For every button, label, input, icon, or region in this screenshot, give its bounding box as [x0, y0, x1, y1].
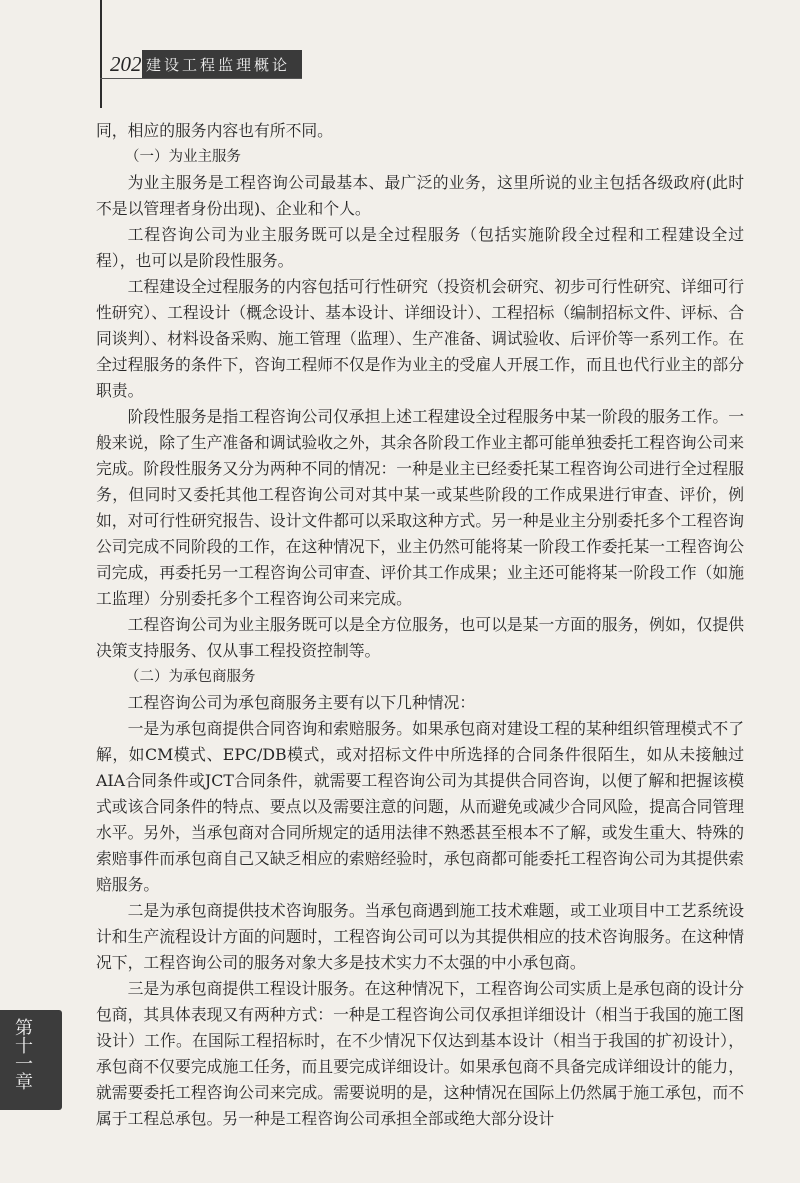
body-text — [96, 118, 744, 1132]
paragraph: 同，相应的服务内容也有所不同。 — [96, 121, 333, 140]
chapter-side-tab-label: 第十一章 — [12, 1018, 33, 1090]
section-heading: （二）为承包商服务 — [125, 669, 256, 685]
header-horizontal-rule — [100, 78, 302, 79]
page-number: 202 — [110, 52, 142, 76]
header-vertical-rule — [100, 0, 102, 108]
paragraph: 三是为承包商提供工程设计服务。在这种情况下，工程咨询公司实质上是承包商的设计分包商，其具体表现又有两种方式：一种是工程咨询公司仅承担详细设计（相当于我国的施工图设计）工作。在国际工程招标时，在不少情况下仅达到基本设计（相当于我国的扩初设计），承包商不仅要完成施工任务，而且要完成详细设计。如果承包商不具备完成详细设计的能力，就需要委托工程咨询公司来完成。需要说明的是，这种情况在国际上仍然属于施工承包，而不属于工程总承包。另一种是工程咨询公司承担全部或绝大部分设计 — [96, 979, 744, 1128]
paragraph: 二是为承包商提供技术咨询服务。当承包商遇到施工技术难题，或工业项目中工艺系统设计和生产流程设计方面的问题时，工程咨询公司可以为其提供相应的技术咨询服务。在这种情况下，工程咨询公司的服务对象大多是技术实力不太强的中小承包商。 — [96, 901, 744, 972]
running-header-title: 建设工程监理概论 — [146, 56, 291, 74]
paragraph: 一是为承包商提供合同咨询和索赔服务。如果承包商对建设工程的某种组织管理模式不了解，如CM模式、EPC/DB模式，或对招标文件中所选择的合同条件很陌生，如从未接触过AIA合同条件或JCT合同条件，就需要工程咨询公司为其提供合同咨询，以便了解和把握该模式或该合同条件的特点、要点以及需要注意的问题，从而避免或减少合同风险，提高合同管理水平。另外，当承包商对合同所规定的适用法律不熟悉甚至根本不了解，或发生重大、特殊的索赔事件而承包商自己又缺乏相应的索赔经验时，承包商都可能委托工程咨询公司为其提供索赔服务。 — [96, 719, 744, 894]
paragraph: 工程咨询公司为业主服务既可以是全过程服务（包括实施阶段全过程和工程建设全过程），也可以是阶段性服务。 — [96, 225, 744, 270]
paragraph: 为业主服务是工程咨询公司最基本、最广泛的业务，这里所说的业主包括各级政府(此时不是以管理者身份出现)、企业和个人。 — [96, 173, 744, 218]
paragraph: 工程咨询公司为业主服务既可以是全方位服务，也可以是某一方面的服务，例如，仅提供决策支持服务、仅从事工程投资控制等。 — [96, 615, 744, 660]
paragraph: 阶段性服务是指工程咨询公司仅承担上述工程建设全过程服务中某一阶段的服务工作。一般来说，除了生产准备和调试验收之外，其余各阶段工作业主都可能单独委托工程咨询公司来完成。阶段性服务又分为两种不同的情况：一种是业主已经委托某工程咨询公司进行全过程服务，但同时又委托其他工程咨询公司对其中某一或某些阶段的工作成果进行审查、评价，例如，对可行性研究报告、设计文件都可以采取这种方式。另一种是业主分别委托多个工程咨询公司完成不同阶段的工作，在这种情况下，业主仍然可能将某一阶段工作委托某一工程咨询公司完成，再委托另一工程咨询公司审查、评价其工作成果；业主还可能将某一阶段工作（如施工监理）分别委托多个工程咨询公司来完成。 — [96, 407, 744, 608]
paragraph: 工程咨询公司为承包商服务主要有以下几种情况： — [127, 693, 476, 712]
paragraph: 工程建设全过程服务的内容包括可行性研究（投资机会研究、初步可行性研究、详细可行性研究）、工程设计（概念设计、基本设计、详细设计）、工程招标（编制招标文件、评标、合同谈判）、材料设备采购、施工管理（监理）、生产准备、调试验收、后评价等一系列工作。在全过程服务的条件下，咨询工程师不仅是作为业主的受雇人开展工作，而且也代行业主的部分职责。 — [96, 277, 744, 400]
section-heading: （一）为业主服务 — [125, 149, 241, 165]
